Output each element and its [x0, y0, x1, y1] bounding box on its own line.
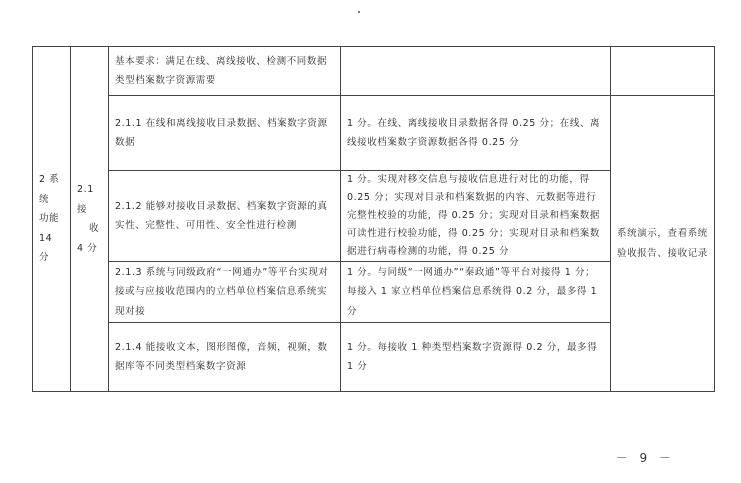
empty-cell	[341, 47, 611, 96]
item-text: 2.1.2 能够对接收目录数据、档案数字资源的真实性、完整性、可用性、安全性进行检测	[109, 171, 341, 262]
score-text: 1 分。每接收 1 种类型档案数字资源得 0.2 分，最多得 1 分	[341, 323, 611, 392]
item-text: 2.1.1 在线和离线接收目录数据、档案数字资源数据	[109, 96, 341, 171]
basic-requirement: 基本要求：满足在线、离线接收、检测不同数据类型档案数字资源需要	[109, 47, 341, 96]
score-text: 1 分。实现对移交信息与接收信息进行对比的功能，得 0.25 分；实现对目录和档案数据的内容、元数据等进行完整性校验的功能，得 0.25 分；实现对目录和档案数据可读性进行校验功能，得 0.25 分；实现对目录和档案数据进行病毒检测的功能，得 0.25 分	[341, 171, 611, 262]
score-text: 1 分。与同级“一网通办”“秦政通”等平台对接得 1 分；每接入 1 家立档单位档案信息系统得 0.2 分，最多得 1 分	[341, 262, 611, 323]
category-cell	[33, 47, 71, 392]
page-number: － 9 －	[615, 451, 675, 465]
item-text: 2.1.4 能接收文本，图形图像，音频，视频，数据库等不同类型档案数字资源	[109, 323, 341, 392]
evidence-cell: 系统演示，查看系统验收报告、接收记录	[611, 96, 715, 392]
scoring-table	[32, 46, 715, 392]
item-text: 2.1.3 系统与同级政府“一网通办”等平台实现对接或与应接收范围内的立档单位档案信息系统实现对接	[109, 262, 341, 323]
category-line: 2 系统	[39, 174, 60, 205]
table-row	[33, 96, 715, 171]
subcategory-cell	[71, 47, 109, 392]
subcategory-line: 收	[89, 223, 100, 234]
subcategory-line: 2.1 接	[77, 184, 94, 215]
category-line: 功能	[39, 213, 60, 225]
empty-cell	[611, 47, 715, 96]
table-row-basic	[33, 47, 715, 96]
score-text: 1 分。在线、离线接收目录数据各得 0.25 分；在线、离线接收档案数字资源数据各得 0.25 分	[341, 96, 611, 171]
subcategory-line: 4 分	[77, 242, 98, 254]
scan-mark	[358, 11, 360, 13]
category-line: 14 分	[39, 232, 53, 264]
